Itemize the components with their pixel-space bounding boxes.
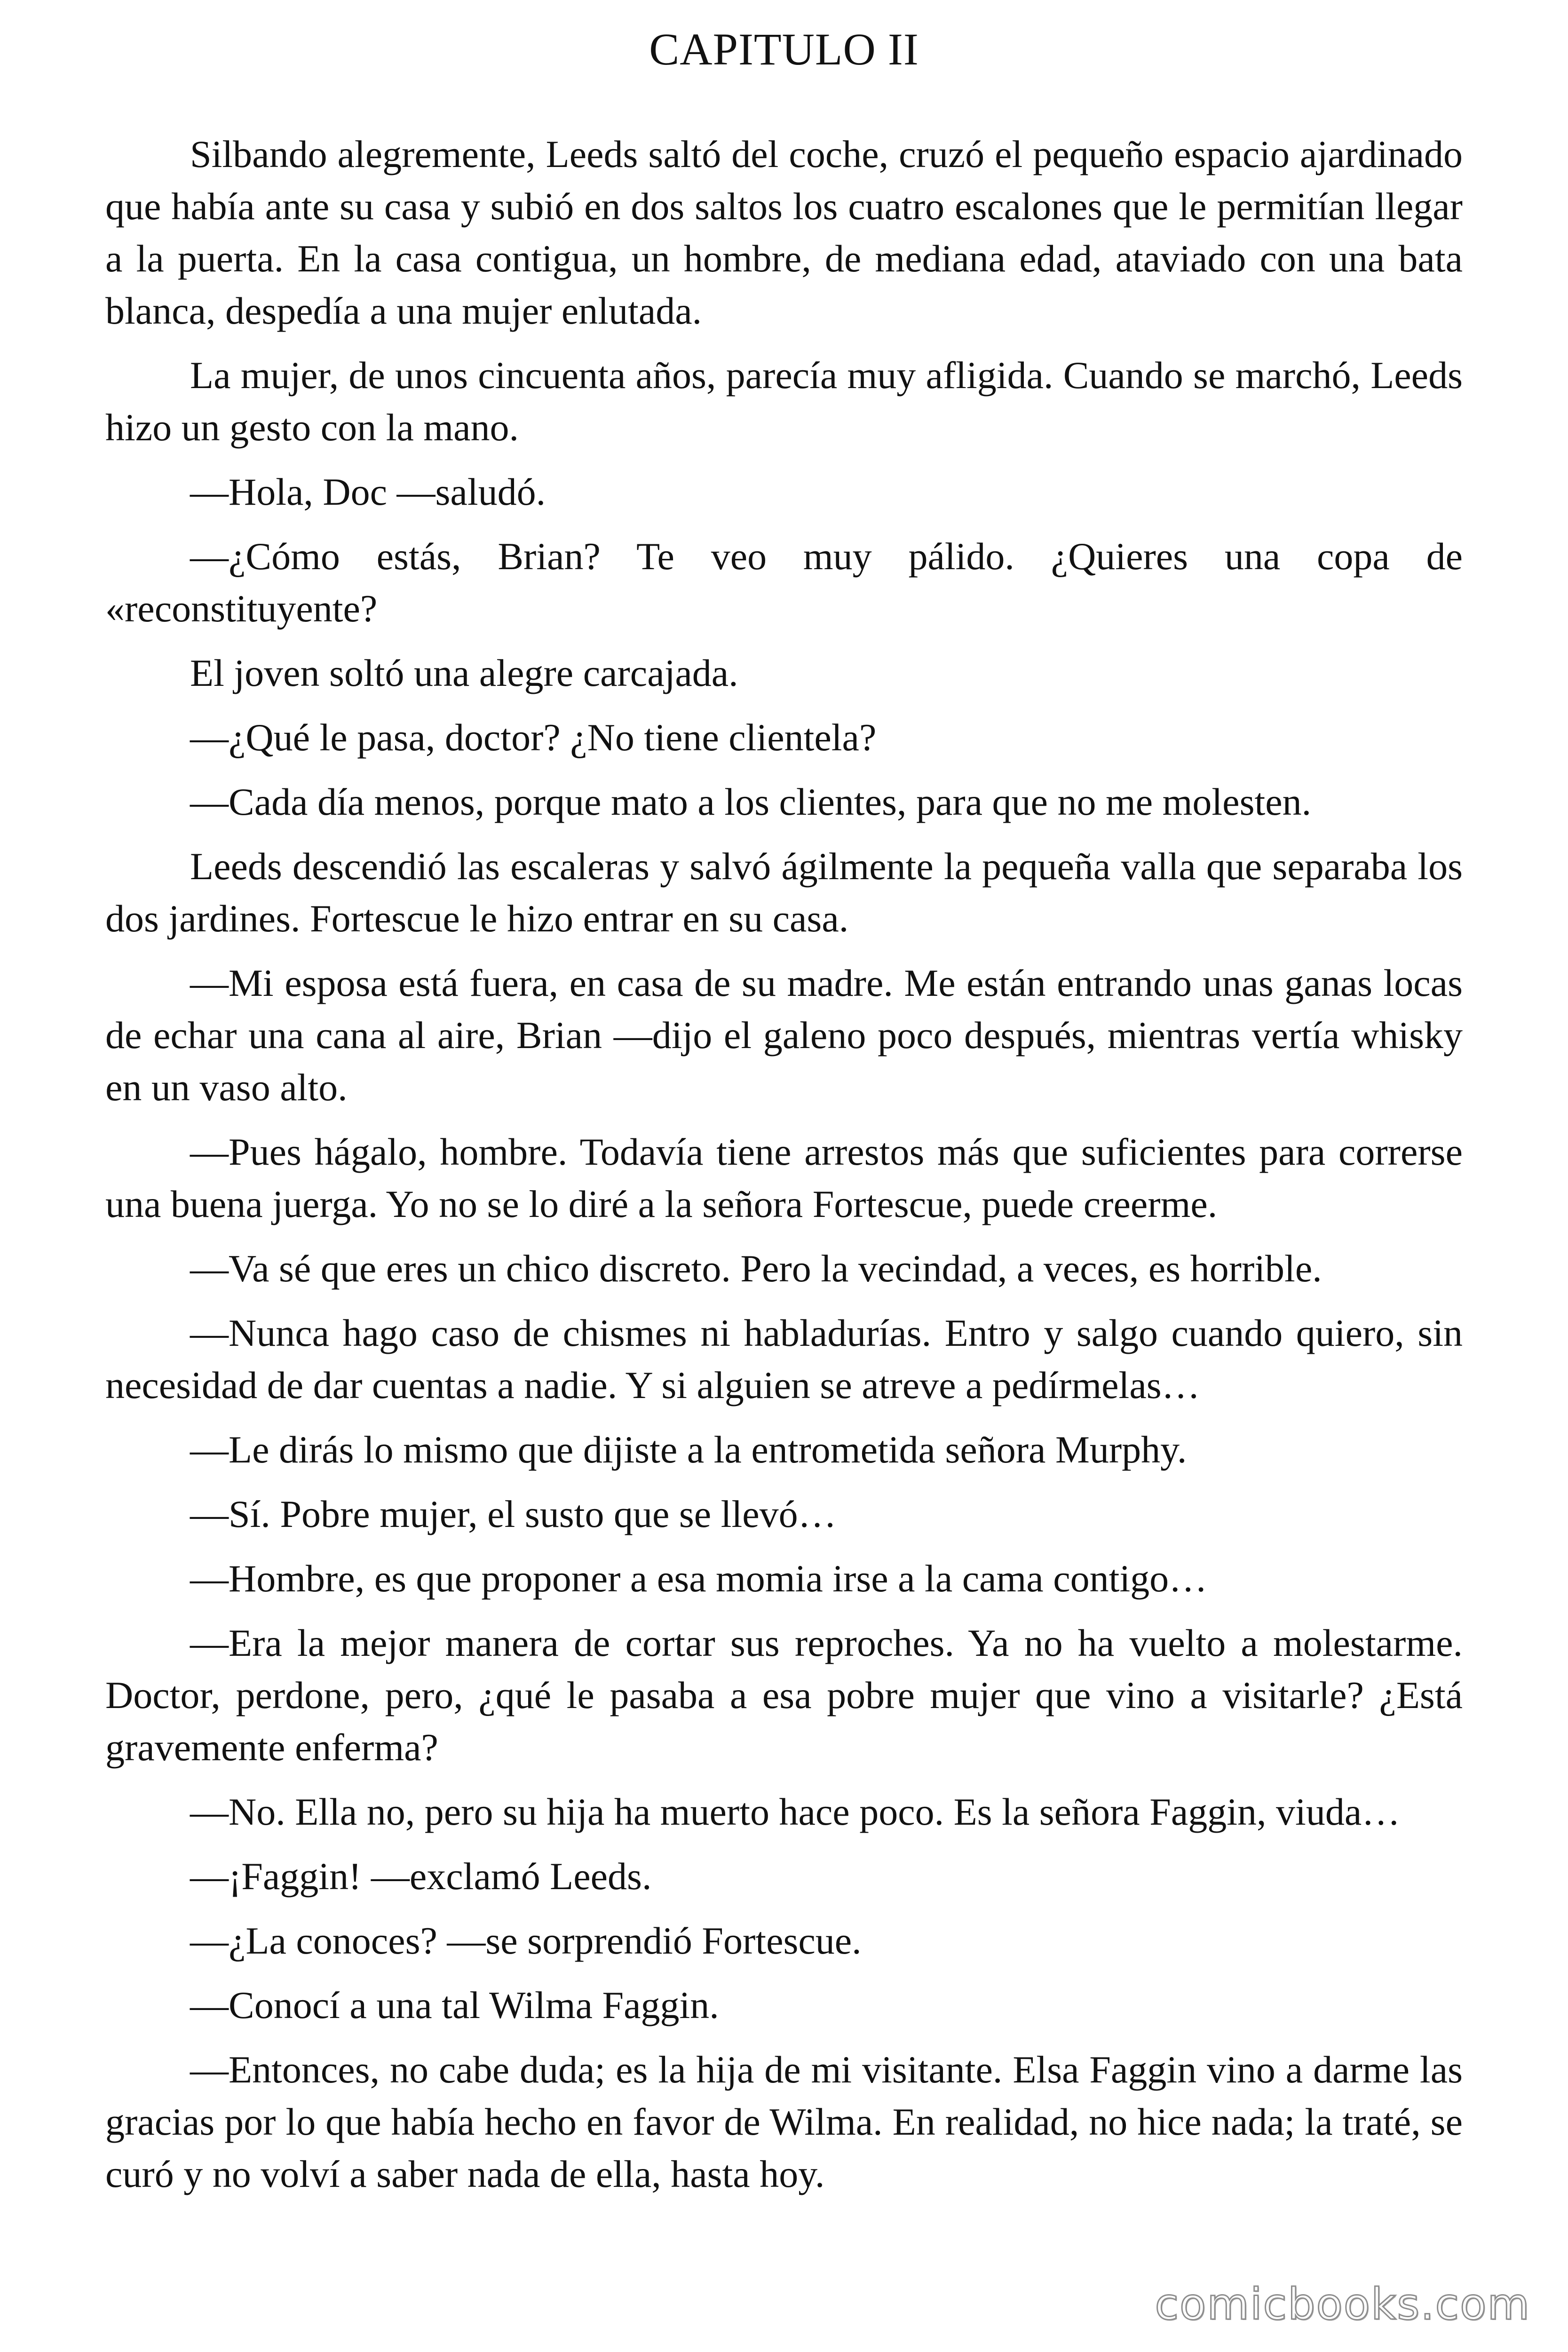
chapter-title: CAPITULO II <box>649 24 919 74</box>
paragraph: Leeds descendió las escaleras y salvó ágilmente la pequeña valla que separaba los dos jardines. Fortescue le hizo entrar en su casa. <box>105 845 1463 940</box>
paragraph: Silbando alegremente, Leeds saltó del coche, cruzó el pequeño espacio ajardinado que había ante su casa y subió en dos saltos los cuatro escalones que le permitían llegar a la puerta. En la casa contigua, un hombre, de mediana edad, ataviado con una bata blanca, despedía a una mujer enlutada. <box>105 133 1463 332</box>
paragraph: —Conocí a una tal Wilma Faggin. <box>190 1984 719 2026</box>
paragraph: —Pues hágalo, hombre. Todavía tiene arrestos más que suficientes para correrse una buena juerga. Yo no se lo diré a la señora Fortescue, puede creerme. <box>105 1130 1463 1225</box>
watermark: comicbooks.com <box>1155 2279 1530 2329</box>
paragraph: —Sí. Pobre mujer, el susto que se llevó… <box>190 1493 837 1535</box>
paragraph: —Mi esposa está fuera, en casa de su madre. Me están entrando unas ganas locas de echar una cana al aire, Brian —dijo el galeno poco después, mientras vertía whisky en un vaso alto. <box>105 961 1463 1109</box>
paragraph: —Entonces, no cabe duda; es la hija de mi visitante. Elsa Faggin vino a darme las gracias por lo que había hecho en favor de Wilma. En realidad, no hice nada; la traté, se curó y no volví a saber nada de ella, hasta hoy. <box>105 2048 1463 2195</box>
paragraph: —¿Qué le pasa, doctor? ¿No tiene clientela? <box>190 716 877 759</box>
paragraph: —Le dirás lo mismo que dijiste a la entrometida señora Murphy. <box>190 1428 1187 1471</box>
paragraph: —Hola, Doc —saludó. <box>190 470 546 513</box>
paragraph: —Era la mejor manera de cortar sus reproches. Ya no ha vuelto a molestarme. Doctor, perdone, pero, ¿qué le pasaba a esa pobre mujer que vino a visitarle? ¿Está gravemente enferma? <box>105 1621 1463 1769</box>
chapter-body <box>105 128 1463 2212</box>
paragraph: —No. Ella no, pero su hija ha muerto hace poco. Es la señora Faggin, viuda… <box>190 1790 1401 1833</box>
paragraph: —Nunca hago caso de chismes ni habladurías. Entro y salgo cuando quiero, sin necesidad de dar cuentas a nadie. Y si alguien se atreve a pedírmelas… <box>105 1311 1463 1406</box>
paragraph: —¿La conoces? —se sorprendió Fortescue. <box>190 1919 862 1962</box>
paragraph: El joven soltó una alegre carcajada. <box>190 652 738 694</box>
paragraph: —¿Cómo estás, Brian? Te veo muy pálido. ¿Quieres una copa de «reconstituyente? <box>105 535 1463 630</box>
paragraph: La mujer, de unos cincuenta años, parecía muy afligida. Cuando se marchó, Leeds hizo un gesto con la mano. <box>105 354 1463 449</box>
paragraph: —Va sé que eres un chico discreto. Pero la vecindad, a veces, es horrible. <box>190 1247 1322 1290</box>
paragraph: —¡Faggin! —exclamó Leeds. <box>190 1855 652 1898</box>
paragraph: —Cada día menos, porque mato a los clientes, para que no me molesten. <box>190 780 1312 823</box>
paragraph: —Hombre, es que proponer a esa momia irse a la cama contigo… <box>190 1557 1208 1600</box>
